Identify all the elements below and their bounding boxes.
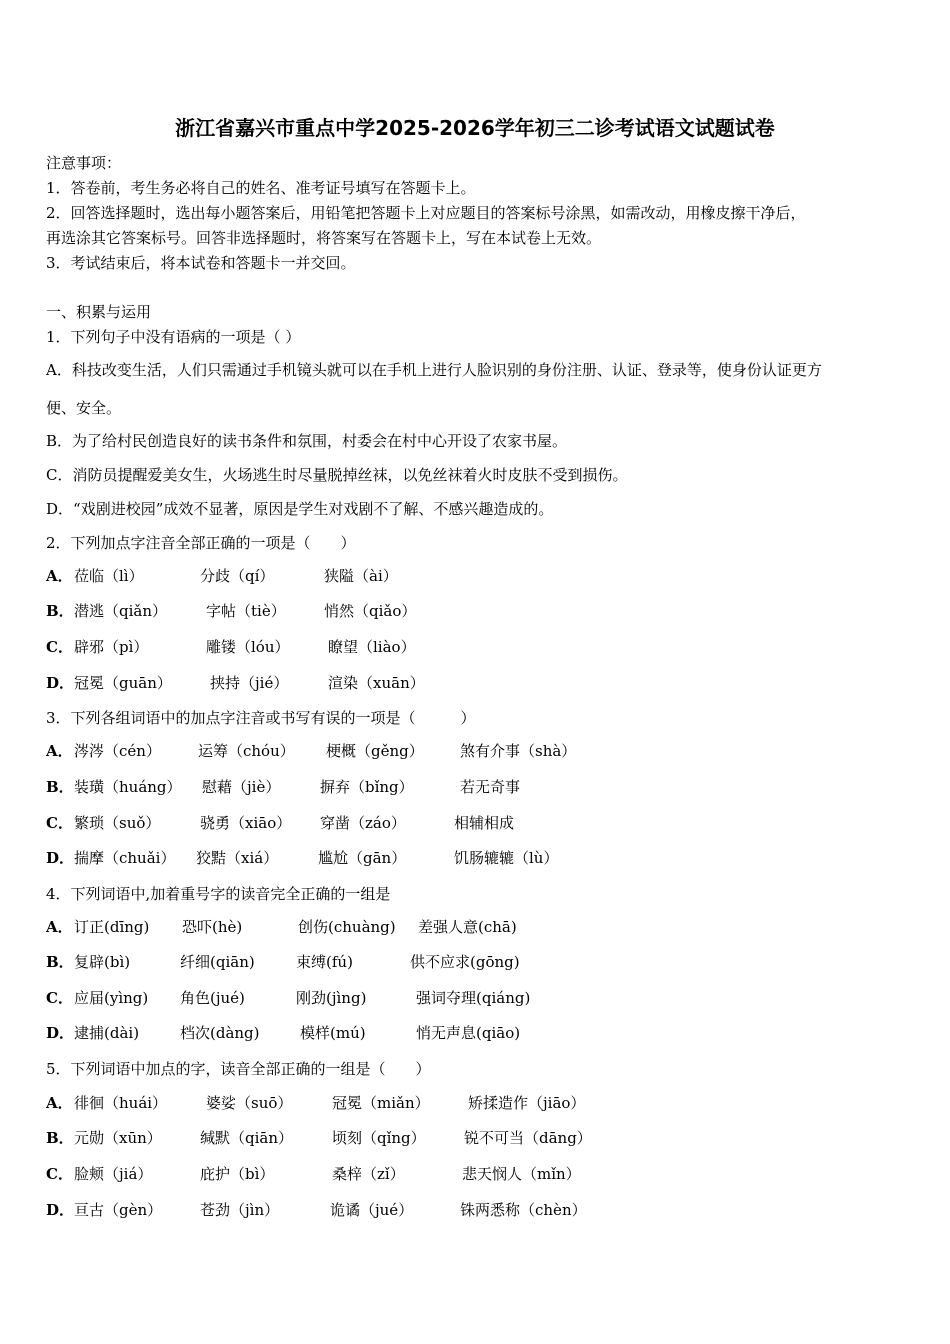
option-item: 恐吓(hè)	[182, 918, 243, 936]
question-3-stem: 3．下列各组词语中的加点字注音或书写有误的一项是（ ）	[46, 709, 476, 727]
question-1-option-d: D．“戏剧进校园”成效不显著，原因是学生对戏剧不了解、不感兴趣造成的。	[46, 500, 554, 518]
option-item: 刚劲(jìng)	[296, 989, 367, 1007]
notice-line: 1．答卷前，考生务必将自己的姓名、准考证号填写在答题卡上。	[46, 179, 476, 197]
question-1-option-c: C．消防员提醒爱美女生，火场逃生时尽量脱掉丝袜，以免丝袜着火时皮肤不受到损伤。	[46, 466, 628, 484]
option-label: C．	[46, 989, 73, 1007]
option-label: D．	[46, 1024, 75, 1042]
option-item: 涔涔（cén）	[74, 742, 161, 760]
option-item: 煞有介事（shà）	[460, 742, 577, 760]
question-2-stem: 2．下列加点字注音全部正确的一项是（ ）	[46, 534, 356, 552]
option-item: 亘古（gèn）	[74, 1201, 163, 1219]
option-item: 应届(yìng)	[74, 989, 149, 1007]
option-item: 潜逃（qiǎn）	[74, 602, 168, 620]
section-heading: 一、积累与运用	[46, 303, 152, 321]
option-item: 饥肠辘辘（lù）	[454, 849, 559, 867]
option-item: 铢两悉称（chèn）	[460, 1201, 587, 1219]
option-item: 纤细(qiān)	[180, 953, 255, 971]
option-item: 苍劲（jìn）	[200, 1201, 280, 1219]
question-1-option-b: B．为了给村民创造良好的读书条件和氛围，村委会在村中心开设了农家书屋。	[46, 432, 568, 450]
option-label: D．	[46, 1201, 75, 1219]
option-item: 悄无声息(qiāo)	[416, 1024, 521, 1042]
option-item: 档次(dàng)	[180, 1024, 260, 1042]
option-item: 桑梓（zǐ）	[332, 1165, 405, 1183]
option-item: 锐不可当（dāng）	[464, 1129, 592, 1147]
option-item: 渲染（xuān）	[328, 674, 425, 692]
option-item: 莅临（lì）	[74, 567, 144, 585]
option-item: 束缚(fú)	[296, 953, 353, 971]
option-item: 揣摩（chuǎi）	[74, 849, 176, 867]
option-item: 徘徊（huái）	[74, 1094, 168, 1112]
option-item: 分歧（qí）	[200, 567, 275, 585]
question-1-option-a-cont: 便、安全。	[46, 399, 122, 417]
option-item: 矫揉造作（jiāo）	[468, 1094, 586, 1112]
notice-line: 3．考试结束后，将本试卷和答题卡一并交回。	[46, 254, 356, 272]
option-item: 模样(mú)	[300, 1024, 366, 1042]
option-item: 辟邪（pì）	[74, 638, 149, 656]
option-item: 复辟(bì)	[74, 953, 131, 971]
option-label: A．	[46, 918, 73, 936]
option-item: 角色(jué)	[180, 989, 245, 1007]
option-item: 订正(dīng)	[74, 918, 150, 936]
question-1-stem: 1．下列句子中没有语病的一项是（ ）	[46, 328, 301, 346]
question-5-stem: 5．下列词语中加点的字，读音全部正确的一组是（ ）	[46, 1060, 431, 1078]
option-item: 悲天悯人（mǐn）	[462, 1165, 581, 1183]
option-item: 梗概（gěng）	[326, 742, 424, 760]
option-item: 摒弃（bǐng）	[320, 778, 414, 796]
option-label: B．	[46, 953, 74, 971]
page-title: 浙江省嘉兴市重点中学2025-2026学年初三二诊考试语文试题试卷	[175, 116, 775, 140]
option-item: 差强人意(chā)	[418, 918, 517, 936]
notice-line: 再选涂其它答案标号。回答非选择题时，将答案写在答题卡上，写在本试卷上无效。	[46, 229, 602, 247]
option-item: 冠冕（miǎn）	[332, 1094, 430, 1112]
option-item: 挟持（jié）	[210, 674, 289, 692]
option-item: 脸颊（jiá）	[74, 1165, 153, 1183]
option-item: 瞭望（liào）	[328, 638, 416, 656]
option-item: 装璜（huáng）	[74, 778, 182, 796]
question-1-option-a: A．科技改变生活，人们只需通过手机镜头就可以在手机上进行人脸识别的身份注册、认证、登录等，使身份认证更方	[46, 361, 822, 379]
option-label: B．	[46, 602, 74, 620]
option-item: 冠冕（guān）	[74, 674, 172, 692]
option-item: 逮捕(dài)	[74, 1024, 140, 1042]
option-item: 顷刻（qǐng）	[332, 1129, 426, 1147]
option-item: 元勋（xūn）	[74, 1129, 162, 1147]
option-item: 运筹（chóu）	[198, 742, 295, 760]
option-label: D．	[46, 849, 75, 867]
option-label: D．	[46, 674, 75, 692]
option-item: 尴尬（gān）	[318, 849, 407, 867]
option-label: B．	[46, 778, 74, 796]
option-item: 穿凿（záo）	[320, 814, 406, 832]
option-item: 若无奇事	[460, 778, 521, 796]
option-item: 庇护（bì）	[200, 1165, 275, 1183]
notice-line: 2．回答选择题时，选出每小题答案后，用铅笔把答题卡上对应题目的答案标号涂黑，如需改动，用橡皮擦干净后，	[46, 204, 806, 222]
option-item: 缄默（qiān）	[200, 1129, 294, 1147]
option-item: 雕镂（lóu）	[206, 638, 290, 656]
option-item: 相辅相成	[454, 814, 515, 832]
option-label: C．	[46, 638, 73, 656]
option-item: 诡谲（jué）	[330, 1201, 414, 1219]
option-item: 繁琐（suǒ）	[74, 814, 161, 832]
option-label: A．	[46, 1094, 73, 1112]
option-item: 字帖（tiè）	[206, 602, 286, 620]
option-item: 强词夺理(qiáng)	[416, 989, 531, 1007]
question-4-stem: 4．下列词语中,加着重号字的读音完全正确的一组是	[46, 885, 391, 903]
option-item: 慰藉（jiè）	[202, 778, 281, 796]
option-label: A．	[46, 567, 73, 585]
option-label: C．	[46, 814, 73, 832]
option-item: 婆娑（suō）	[206, 1094, 293, 1112]
option-item: 悄然（qiǎo）	[324, 602, 417, 620]
option-item: 供不应求(gōng)	[410, 953, 520, 971]
option-item: 狡黠（xiá）	[196, 849, 279, 867]
notice-heading: 注意事项：	[46, 154, 122, 172]
option-item: 骁勇（xiāo）	[200, 814, 292, 832]
option-label: B．	[46, 1129, 74, 1147]
option-label: C．	[46, 1165, 73, 1183]
option-label: A．	[46, 742, 73, 760]
option-item: 创伤(chuàng)	[298, 918, 396, 936]
option-item: 狭隘（ài）	[324, 567, 398, 585]
